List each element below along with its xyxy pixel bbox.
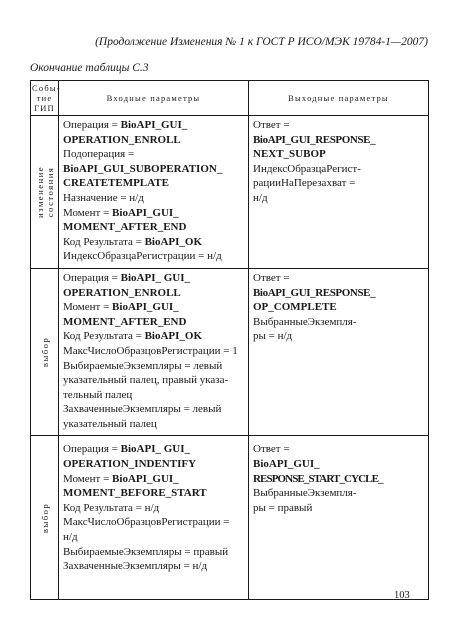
page-header: (Продолжение Изменения № 1 к ГОСТ Р ИСО/МЭК 19784-1—2007) [95,36,428,48]
param-line: Подоперация = [63,148,135,161]
param-line: ЗахваченныеЭкземпляры = левый [63,403,222,416]
param-line: Операция = BioAPI_GUI_ [63,119,188,131]
param-line: RESPONSE_START_CYCLE_ [253,472,383,485]
param-line: ВыбираемыеЭкземпляры = левый [63,359,223,372]
header-event-line: Собы- [32,83,61,93]
table-header-row [31,81,429,116]
param-line: ИндексОбразцаРегистрации = н/д [63,250,222,263]
outputs-cell [249,436,429,600]
outputs-cell [249,268,429,436]
param-line: MOMENT_BEFORE_START [63,487,207,500]
param-line: OP_COMPLETE [253,301,337,314]
table-caption: Окончание таблицы С.3 [30,62,149,74]
table-row [31,268,429,436]
param-line: н/д [253,191,268,204]
param-line: MOMENT_AFTER_END [63,315,187,328]
event-cell [31,116,59,269]
header-event-line: ГИП [34,103,55,113]
param-line: Ответ = [253,443,290,456]
inputs-cell [59,436,249,600]
param-line: BioAPI_GUI_SUBOPERATION_ [63,162,223,175]
table-row [31,436,429,600]
param-line: указательный палец, правый указа- [63,374,229,387]
param-line: NEXT_SUBOP [253,148,326,161]
event-cell [31,436,59,600]
param-line: рацииНаПерезахват = [253,177,356,190]
param-line: МаксЧислоОбразцовРегистрации = [63,516,230,529]
event-label: выбор [39,502,50,534]
param-line: CREATETEMPLATE [63,177,169,190]
param-line: ры = н/д [253,330,293,343]
param-line: Назначение = н/д [63,191,144,204]
param-line: Код Результата = BioAPI_OK [63,235,203,248]
event-cell [31,268,59,436]
outputs-cell [249,116,429,269]
param-line: ВыбранныеЭкземпля- [253,487,357,500]
header-event-line: тие [36,93,53,103]
inputs-cell [59,268,249,436]
param-line: указательный палец [63,417,157,430]
param-line: ЗахваченныеЭкземпляры = н/д [63,560,208,573]
parameters-table [30,80,429,600]
header-outputs: Выходные параметры [249,81,429,116]
param-line: ВыбранныеЭкземпля- [253,315,357,328]
param-line: Момент = BioAPI_GUI_ [63,472,179,485]
param-line: Ответ = [253,119,290,131]
event-label: изменение [34,165,45,218]
param-line: н/д [63,531,78,544]
param-line: BioAPI_GUI_ [253,458,320,471]
param-line: Момент = BioAPI_GUI_ [63,301,179,314]
param-line: BioAPI_GUI_RESPONSE_ [253,286,376,299]
param-line: ИндексОбразцаРегист- [253,162,361,175]
param-line: Код Результата = BioAPI_OK [63,330,203,343]
inputs-cell [59,116,249,269]
event-label: выбор [39,337,50,368]
header-event [31,81,59,116]
param-line: OPERATION_ENROLL [63,286,181,299]
param-line: тельный палец [63,388,133,401]
table-row [31,116,429,269]
param-line: Ответ = [253,271,290,284]
param-line: Момент = BioAPI_GUI_ [63,206,179,219]
param-line: МаксЧислоОбразцовРегистрации = 1 [63,344,238,357]
event-label: состояния [44,166,55,218]
header-inputs: Входные параметры [59,81,249,116]
param-line: OPERATION_INDENTIFY [63,458,197,471]
param-line: ры = правый [253,501,313,514]
param-line: Код Результата = н/д [63,501,160,514]
param-line: ВыбираемыеЭкземпляры = правый [63,545,229,558]
param-line: MOMENT_AFTER_END [63,221,187,234]
param-line: Операция = BioAPI_ GUI_ [63,443,191,456]
param-line: OPERATION_ENROLL [63,133,181,146]
param-line: BioAPI_GUI_RESPONSE_ [253,133,376,146]
param-line: Операция = BioAPI_ GUI_ [63,271,191,284]
page-number: 103 [394,590,410,601]
